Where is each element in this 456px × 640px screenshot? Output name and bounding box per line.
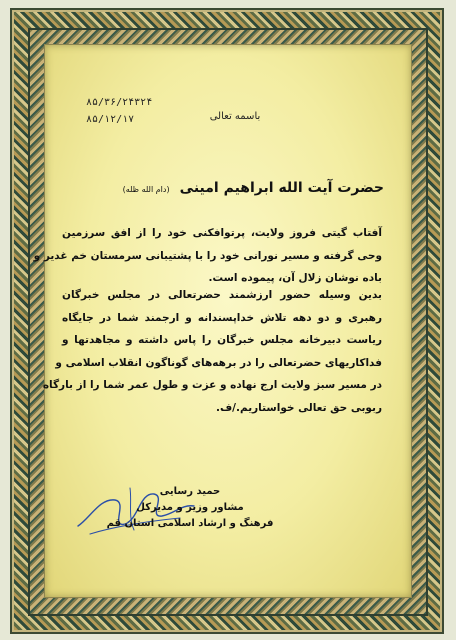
recipient-heading — [120, 177, 384, 196]
paragraph-2 — [42, 284, 382, 419]
paragraph-1 — [33, 222, 382, 290]
paragraph-line: وحی گرفته و مسیر نورانی خود را با پشتیبانی سرمستان خم غدیر و — [33, 249, 382, 262]
paragraph-line: باده نوشان زلال آن، پیموده است. — [208, 272, 382, 284]
invocation: باسمه تعالی — [209, 111, 261, 122]
paragraph-line: بدین وسیله حضور ارزشمند حضرتعالی در مجلس خبرگان — [62, 289, 382, 301]
paragraph-line: فداکاریهای حضرتعالی را در برهه‌های گوناگون انقلاب اسلامی و — [55, 356, 382, 369]
signatory-title: مشاور وزیر و مدیرکل — [136, 502, 244, 513]
paragraph-line: رهبری و دو دهه تلاش خداپسندانه و ارجمند شما در جایگاه — [62, 311, 382, 324]
signature-block — [100, 484, 280, 532]
paragraph-line: آفتاب گیتی فروز ولایت، پرتوافکنی خود را از افق سرزمین — [62, 227, 382, 239]
recipient-name: حضرت آیت الله ابراهیم امینی — [179, 180, 384, 196]
reference-number: ۸۵/۳۶/۲۴۳۲۴ — [86, 97, 153, 108]
paragraph-line: ریاست دبیرخانه مجلس خبرگان را پاس داشته و مجاهدتها و — [62, 334, 382, 346]
signatory-name: حمید رسایی — [159, 486, 221, 497]
letter-date: ۸۵/۱۲/۱۷ — [86, 114, 135, 125]
paragraph-line: ربوبی حق تعالی خواستاریم./ف. — [215, 401, 382, 414]
paragraph-line: در مسیر سبز ولایت ارج نهاده و عزت و طول عمر شما را از بارگاه — [42, 379, 382, 391]
recipient-honorific: (دام الله ظله) — [122, 185, 170, 194]
signatory-organization: فرهنگ و ارشاد اسلامی استان قم — [106, 518, 274, 529]
